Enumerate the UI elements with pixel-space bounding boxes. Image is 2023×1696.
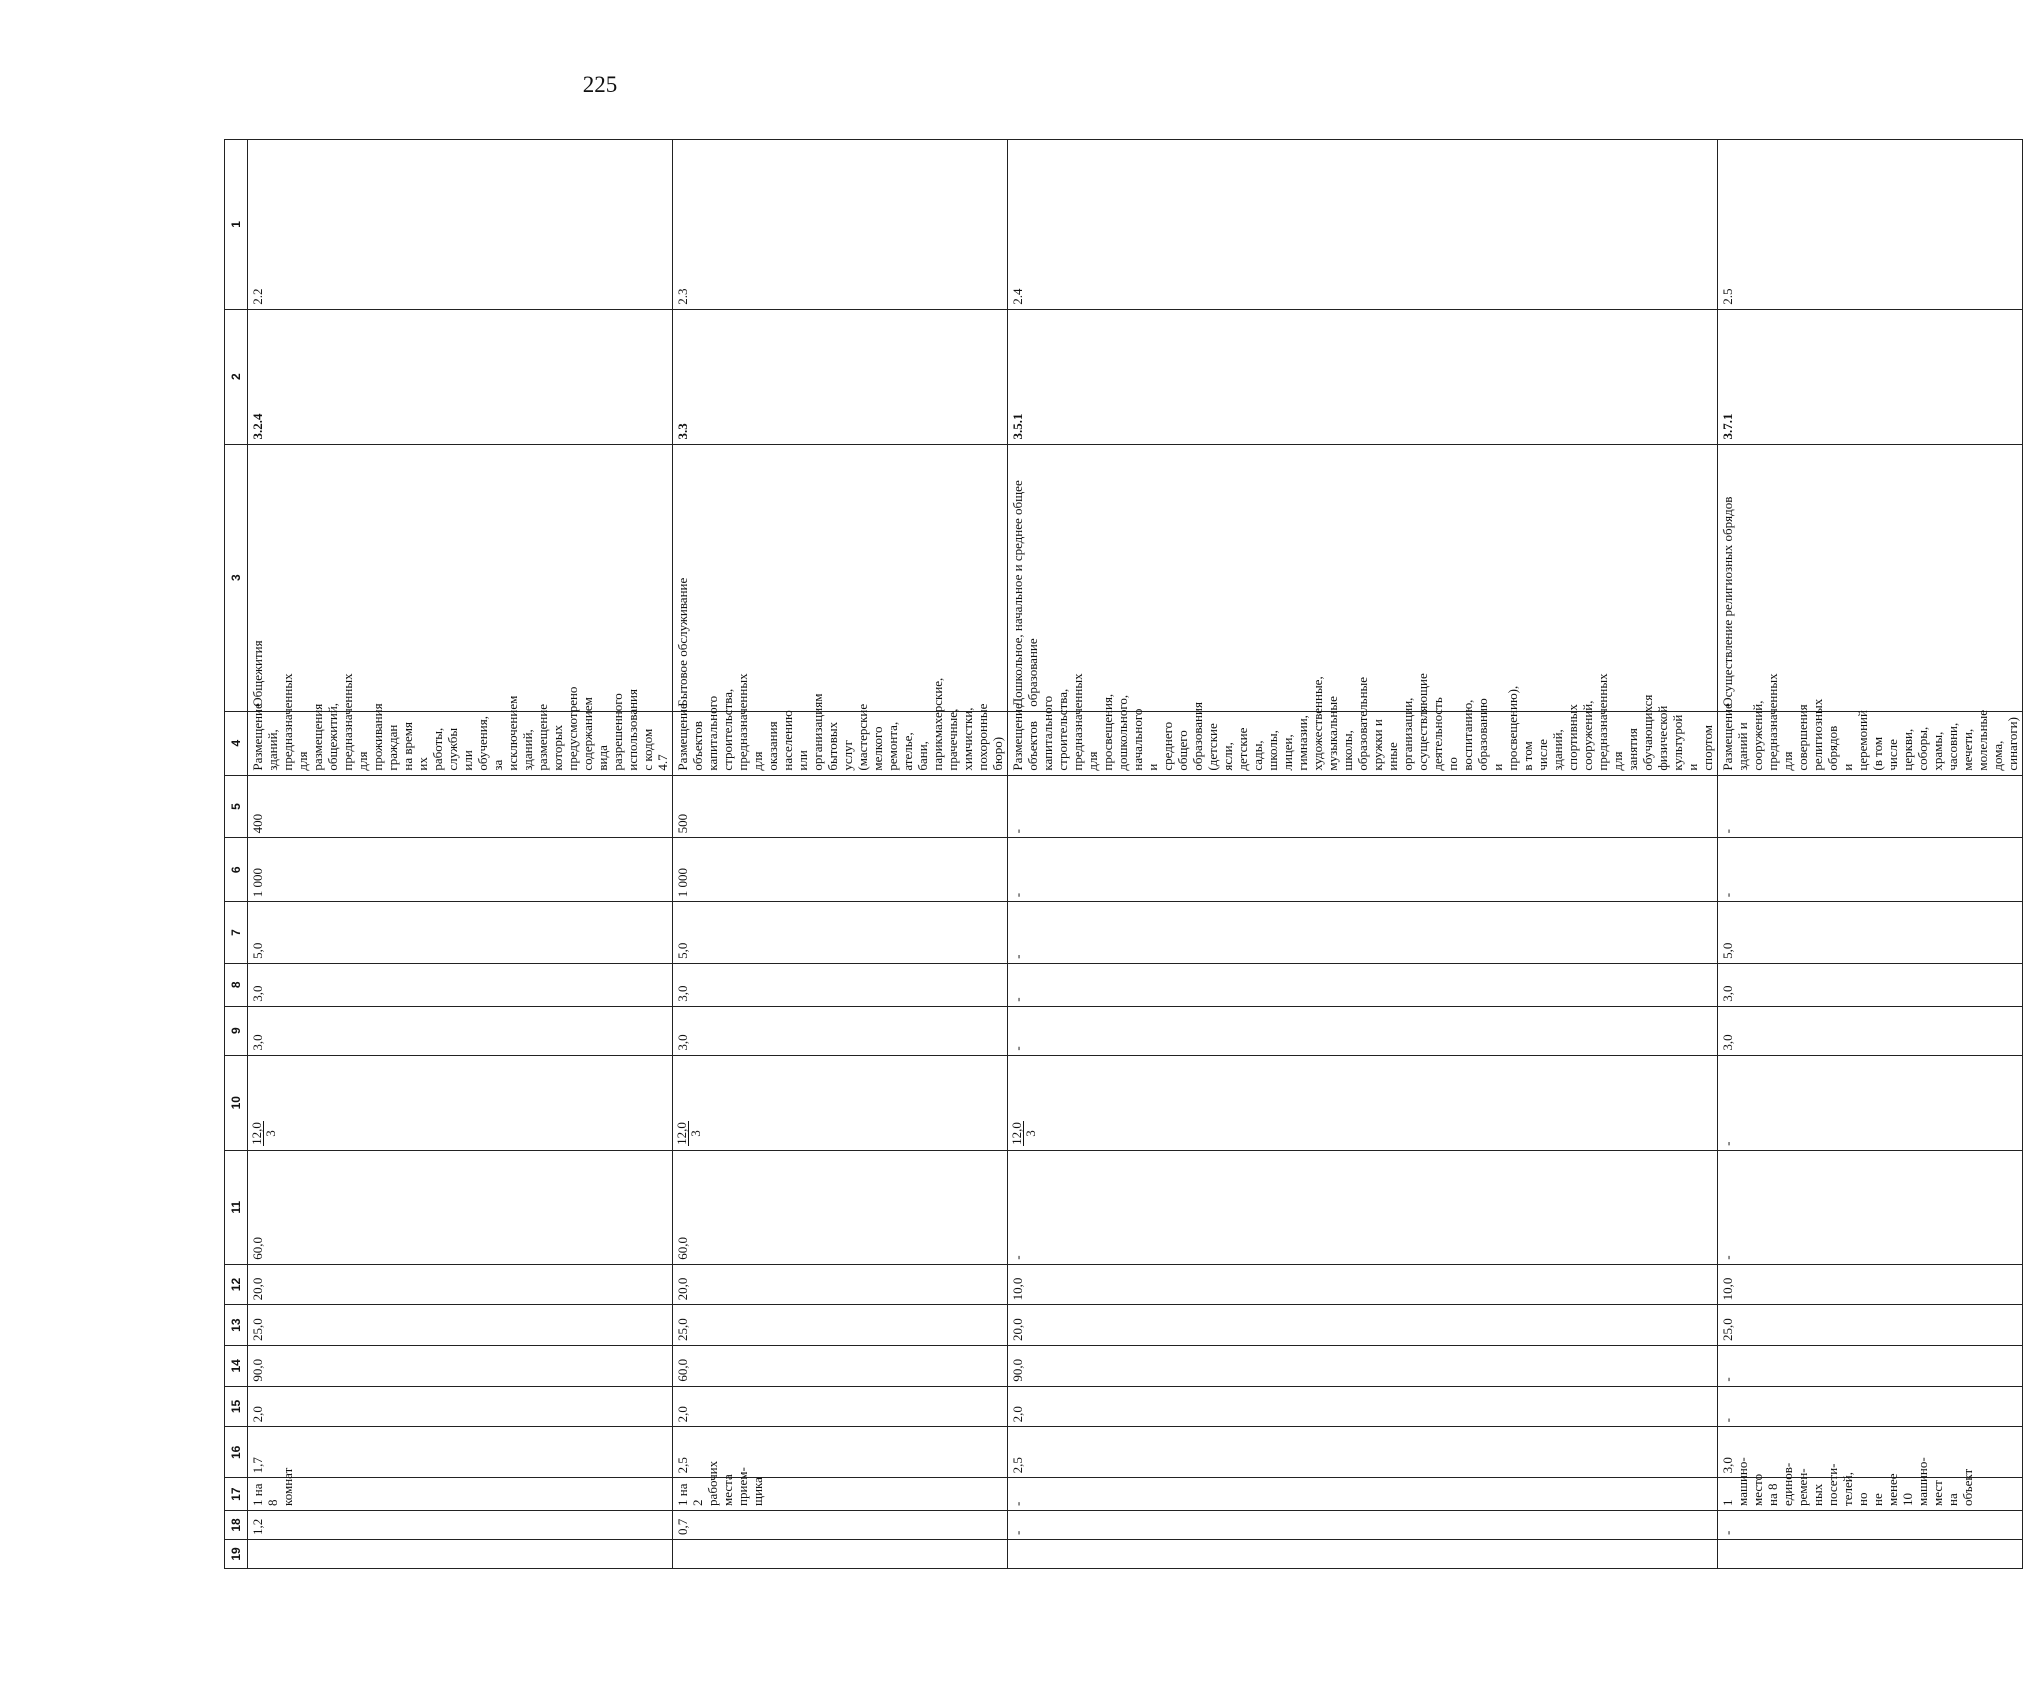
table-row bbox=[1718, 140, 2023, 1569]
use-description-cell: Размещение зданий, предназначенных для размещения общежитий, предназначенных для проживания граждан на время их работы, службы или обучения, за исключением зданий, размещение которых предусмотрено содержанием вида разрешенного использования с кодом 4.7 bbox=[248, 711, 673, 775]
min-landscaping-cell: 20,0 bbox=[673, 1264, 1008, 1305]
table-body bbox=[248, 140, 2023, 1569]
max-height-floors-cell: - bbox=[1718, 1055, 2023, 1150]
header-cell: 16 bbox=[225, 1427, 248, 1478]
setback-street-cell: - bbox=[1008, 902, 1718, 964]
empty-cell bbox=[1718, 1539, 2023, 1568]
header-cell: 14 bbox=[225, 1346, 248, 1387]
use-code-cell: 3.7.1 bbox=[1718, 309, 2023, 444]
header-cell: 13 bbox=[225, 1305, 248, 1346]
table-row bbox=[673, 140, 1008, 1569]
parking-norm-cell: 1 машино-место на 8 единов-ремен-ных посети-телей, но не менее 10 машино-мест на объект bbox=[1718, 1478, 2023, 1511]
value-cell: - bbox=[1718, 1386, 2023, 1427]
value-cell: 20,0 bbox=[1008, 1305, 1718, 1346]
height-meters: 12,0 bbox=[1009, 1122, 1024, 1145]
header-cell: 6 bbox=[225, 838, 248, 902]
land-use-parameters-table bbox=[224, 139, 2023, 1569]
setback-side-cell: 3,0 bbox=[673, 963, 1008, 1006]
setback-side-cell: 3,0 bbox=[248, 963, 673, 1006]
value-cell: 25,0 bbox=[673, 1305, 1008, 1346]
value-cell: 2,0 bbox=[1008, 1386, 1718, 1427]
header-cell: 1 bbox=[225, 140, 248, 310]
height-fraction bbox=[1010, 1121, 1037, 1146]
min-plot-area-cell: 400 bbox=[248, 775, 673, 838]
page-number: 225 bbox=[582, 72, 618, 97]
use-description-cell: Размещение объектов капитального строительства, предназначенных для просвещения, дошкольного, начального и среднего общего образования (детские ясли, детские сады, школы, лицеи, гимназии, художественные, музыкальные школы, образовательные кружки и иные организации, осуществляющие деятельность по воспитанию, образованию и просвещению), в том числе зданий, спортивных сооружений, предназначенных для занятия обучающихся физической культурой и спортом bbox=[1008, 711, 1718, 775]
row-number-cell: 2.4 bbox=[1008, 140, 1718, 310]
use-name-cell: Дошкольное, начальное и среднее общее образование bbox=[1008, 444, 1718, 711]
header-cell: 9 bbox=[225, 1006, 248, 1055]
use-name-cell: Общежития bbox=[248, 444, 673, 711]
empty-cell bbox=[248, 1539, 673, 1568]
setback-rear-cell: 3,0 bbox=[248, 1006, 673, 1055]
empty-cell bbox=[673, 1539, 1008, 1568]
table-row bbox=[248, 140, 673, 1569]
max-plot-area-cell: 1 000 bbox=[673, 838, 1008, 902]
value-cell: 25,0 bbox=[1718, 1305, 2023, 1346]
empty-cell bbox=[1008, 1539, 1718, 1568]
value-cell: 25,0 bbox=[248, 1305, 673, 1346]
parking-norm-cell: 1 на 8 комнат bbox=[248, 1478, 673, 1511]
value-cell: - bbox=[1718, 1346, 2023, 1387]
max-plot-area-cell: 1 000 bbox=[248, 838, 673, 902]
header-cell: 7 bbox=[225, 902, 248, 964]
value-cell: 90,0 bbox=[1008, 1346, 1718, 1387]
row-number-cell: 2.3 bbox=[673, 140, 1008, 310]
height-fraction bbox=[250, 1121, 277, 1146]
min-plot-area-cell: - bbox=[1008, 775, 1718, 838]
value-cell: 2,0 bbox=[248, 1386, 673, 1427]
header-cell: 18 bbox=[225, 1510, 248, 1539]
table-row bbox=[1008, 140, 1718, 1569]
use-name-cell: Осуществление религиозных обрядов bbox=[1718, 444, 2023, 711]
header-cell: 10 bbox=[225, 1055, 248, 1150]
header-cell: 15 bbox=[225, 1386, 248, 1427]
header-cell: 4 bbox=[225, 711, 248, 775]
max-height-floors-cell bbox=[1008, 1055, 1718, 1150]
value-cell: - bbox=[1008, 1510, 1718, 1539]
header-cell: 8 bbox=[225, 963, 248, 1006]
height-fraction bbox=[675, 1121, 702, 1146]
min-plot-area-cell: 500 bbox=[673, 775, 1008, 838]
use-description-cell: Размещение зданий и сооружений, предназначенных для совершения религиозных обрядов и церемоний (в том числе церкви, соборы, храмы, часовни, мечети, молельные дома, синагоги) bbox=[1718, 711, 2023, 775]
max-coverage-cell: 60,0 bbox=[673, 1150, 1008, 1264]
setback-side-cell: - bbox=[1008, 963, 1718, 1006]
header-cell: 17 bbox=[225, 1478, 248, 1511]
min-landscaping-cell: 10,0 bbox=[1718, 1264, 2023, 1305]
height-meters: 12,0 bbox=[249, 1122, 264, 1145]
setback-side-cell: 3,0 bbox=[1718, 963, 2023, 1006]
header-cell: 12 bbox=[225, 1264, 248, 1305]
height-floors: 3 bbox=[688, 1130, 703, 1137]
header-cell: 5 bbox=[225, 775, 248, 838]
header-cell: 11 bbox=[225, 1150, 248, 1264]
min-landscaping-cell: 10,0 bbox=[1008, 1264, 1718, 1305]
min-landscaping-cell: 20,0 bbox=[248, 1264, 673, 1305]
setback-street-cell: 5,0 bbox=[1718, 902, 2023, 964]
value-cell: 1,2 bbox=[248, 1510, 673, 1539]
value-cell: - bbox=[1718, 1510, 2023, 1539]
value-cell: 2,0 bbox=[673, 1386, 1008, 1427]
setback-rear-cell: 3,0 bbox=[673, 1006, 1008, 1055]
max-height-floors-cell bbox=[248, 1055, 673, 1150]
height-floors: 3 bbox=[263, 1130, 278, 1137]
setback-street-cell: 5,0 bbox=[248, 902, 673, 964]
min-plot-area-cell: - bbox=[1718, 775, 2023, 838]
value-cell: 90,0 bbox=[248, 1346, 673, 1387]
use-name-cell: Бытовое обслуживание bbox=[673, 444, 1008, 711]
setback-street-cell: 5,0 bbox=[673, 902, 1008, 964]
max-plot-area-cell: - bbox=[1008, 838, 1718, 902]
height-floors: 3 bbox=[1023, 1130, 1038, 1137]
value-cell: 2,5 bbox=[1008, 1427, 1718, 1478]
value-cell: 1,7 bbox=[248, 1427, 673, 1478]
use-description-cell: Размещение объектов капитального строительства, предназначенных для оказания населению или организациям бытовых услуг (мастерские мелкого ремонта, ателье, бани, парикмахерские, прачечные, химчистки, похоронные бюро) bbox=[673, 711, 1008, 775]
rotated-table-frame bbox=[224, 139, 2020, 1569]
use-code-cell: 3.5.1 bbox=[1008, 309, 1718, 444]
header-row bbox=[225, 140, 248, 1569]
height-meters: 12,0 bbox=[674, 1122, 689, 1145]
value-cell: 60,0 bbox=[673, 1346, 1008, 1387]
use-code-cell: 3.2.4 bbox=[248, 309, 673, 444]
row-number-cell: 2.5 bbox=[1718, 140, 2023, 310]
max-plot-area-cell: - bbox=[1718, 838, 2023, 902]
setback-rear-cell: 3,0 bbox=[1718, 1006, 2023, 1055]
value-cell: 3,0 bbox=[1718, 1427, 2023, 1478]
header-cell: 19 bbox=[225, 1539, 248, 1568]
parking-norm-cell: - bbox=[1008, 1478, 1718, 1511]
max-coverage-cell: - bbox=[1008, 1150, 1718, 1264]
value-cell: 0,7 bbox=[673, 1510, 1008, 1539]
parking-norm-cell: 1 на 2 рабочих места прием-щика bbox=[673, 1478, 1008, 1511]
max-coverage-cell: - bbox=[1718, 1150, 2023, 1264]
max-height-floors-cell bbox=[673, 1055, 1008, 1150]
value-cell: 2,5 bbox=[673, 1427, 1008, 1478]
max-coverage-cell: 60,0 bbox=[248, 1150, 673, 1264]
header-cell: 3 bbox=[225, 444, 248, 711]
header-cell: 2 bbox=[225, 309, 248, 444]
setback-rear-cell: - bbox=[1008, 1006, 1718, 1055]
use-code-cell: 3.3 bbox=[673, 309, 1008, 444]
row-number-cell: 2.2 bbox=[248, 140, 673, 310]
